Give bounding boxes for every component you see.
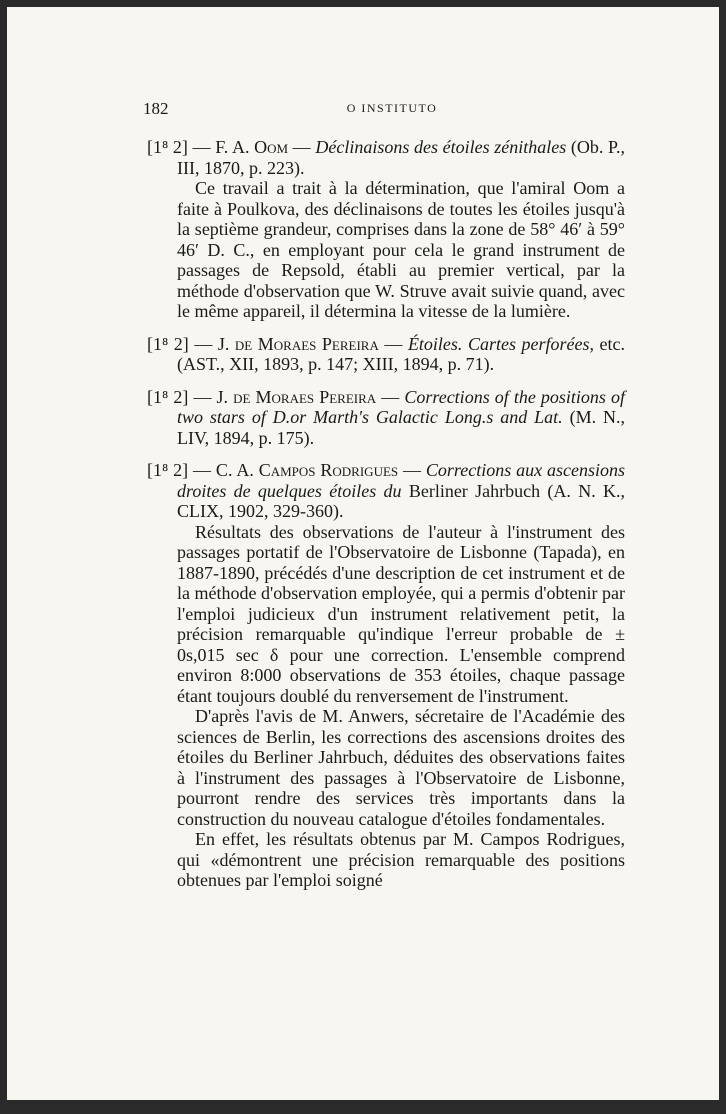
entry-code: [1⁸ 2] [147, 137, 188, 157]
entry-citation: etc. (AST., XII, 1893, p. 147; XIII, 1894, p. 71). [177, 333, 625, 374]
entry-title: Corrections aux ascensions droites de quelques étoiles du [177, 460, 626, 501]
entry-citation: (Ob. P., III, 1870, p. 223). [177, 137, 626, 178]
entry-author: — C. A. Campos Rodrigues — [193, 460, 422, 480]
entry-code: [1⁸ 2] [147, 386, 189, 407]
entry-code: [1⁸ 2] [147, 333, 189, 354]
page-header [143, 99, 641, 123]
entry-citation: (M. N., LIV, 1894, p. 175). [177, 407, 626, 448]
entry-title: Étoiles. Cartes perforées, [407, 333, 594, 354]
entry-heading [147, 137, 625, 178]
running-head: O INSTITUTO [346, 101, 438, 115]
page-content [147, 137, 625, 903]
page-number: 182 [143, 99, 169, 118]
document-page [7, 7, 719, 1100]
entry-code: [1⁸ 2] [147, 460, 189, 480]
entry-title: Corrections of the positions of two stars of D.or Marth's Galactic Long.s and Lat. [177, 386, 626, 427]
bibliography-entry [147, 387, 625, 449]
entry-heading [147, 387, 625, 449]
entry-paragraph: En effet, les résultats obtenus par M. Campos Rodrigues, qui «démontrent une précision remarquable des positions obtenues par l'emploi soigné [177, 829, 625, 890]
entry-author: — J. de Moraes Pereira — [193, 386, 400, 407]
entry-paragraph: Résultats des observations de l'auteur à l'instrument des passages portatif de l'Observatoire de Lisbonne (Tapada), en 1887-1890, précédés d'une description de cet instrument et de la méthode d'observation employée, qui a permis d'obtenir par l'emploi judicieux d'un instrument relativement petit, la précision remarquable qu'indique l'erreur probable de ± 0s,015 sec δ pour une correction. L'ensemble comprend environ 8:000 observations de 353 étoiles, chaque passage étant toujours doublé du renversement de l'instrument. [177, 521, 625, 706]
entry-author: — F. A. Oom — [192, 137, 311, 157]
entry-author: — J. de Moraes Pereira — [194, 333, 403, 354]
entry-heading [147, 460, 625, 522]
bibliography-entry [147, 460, 625, 891]
bibliography-entry [147, 334, 625, 375]
entry-paragraph: Ce travail a trait à la détermination, que l'amiral Oom a faite à Poulkova, des déclinaisons de toutes les étoiles jusqu'à la septième grandeur, comprises dans la zone de 58° 46′ à 59° 46′ D. C., en employant pour cela le grand instrument de passages de Repsold, établi au premier vertical, par la méthode d'observation que W. Struve avait suivie quand, avec le même appareil, il détermina la vitesse de la lumière. [177, 178, 625, 321]
bibliography-entry [147, 137, 625, 322]
entry-heading [147, 334, 625, 375]
entry-paragraph: D'après l'avis de M. Anwers, sécretaire de l'Académie des sciences de Berlin, les corrections des ascensions droites des étoiles du Berliner Jahrbuch, déduites des observations faites à l'instrument des passages à l'Observatoire de Lisbonne, pourront rendre des services très importants dans la construction du nouveau catalogue d'étoiles fondamentales. [177, 706, 625, 829]
entry-citation: Berliner Jahrbuch (A. N. K., CLIX, 1902, 329-360). [177, 480, 625, 521]
entry-title: Déclinaisons des étoiles zénithales [315, 137, 567, 157]
